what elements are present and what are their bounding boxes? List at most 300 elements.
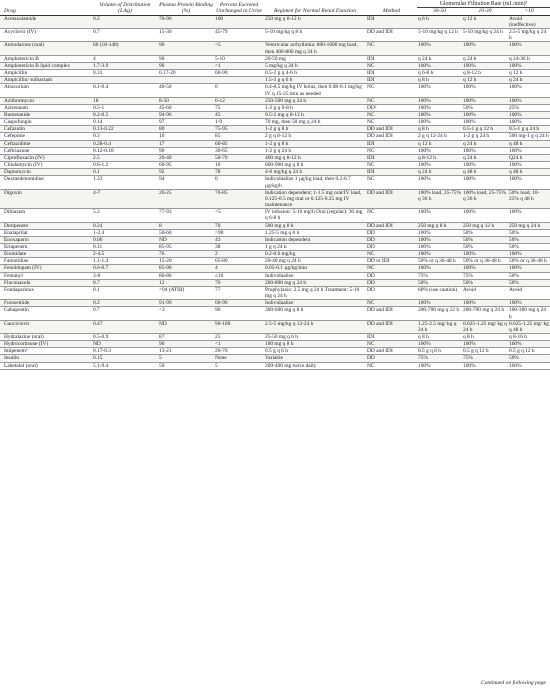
protein-binding: 60-95 bbox=[159, 162, 172, 169]
volume-of-distribution: 0.06 bbox=[92, 236, 158, 243]
volume-of-distribution: 1.7-3.9 bbox=[92, 62, 158, 69]
adjustment-method: DD bbox=[366, 279, 417, 286]
gfr-10-30-dose: 50% bbox=[463, 104, 473, 111]
header-excreted-unchanged: Percent Excreted Unchanged in Urine bbox=[216, 2, 262, 15]
adjustment-method: IDI bbox=[366, 169, 417, 176]
volume-of-distribution: 0.47 bbox=[92, 320, 158, 333]
table-row bbox=[0, 320, 550, 333]
percent-unchanged: 75 bbox=[215, 104, 221, 111]
drug-name: Fondaparinux bbox=[4, 286, 34, 293]
gfr-30-50-dose: 75% bbox=[417, 355, 462, 362]
gfr-10-30-dose: 50% bbox=[463, 243, 473, 250]
adjustment-method: NC bbox=[367, 209, 375, 216]
gfr-30-50-dose: 100% bbox=[418, 209, 431, 216]
gfr-30-50-dose: 75% bbox=[418, 272, 428, 279]
normal-regimen: 20-50 mg bbox=[265, 55, 286, 62]
percent-unchanged: 0 bbox=[215, 84, 218, 91]
gfr-10-30-dose: 100% bbox=[462, 341, 508, 348]
normal-regimen: Variable bbox=[264, 355, 366, 362]
gfr-10-30-dose: 100% bbox=[462, 97, 508, 104]
table-row bbox=[0, 236, 550, 243]
header-regimen: Regimen for Normal Renal Function bbox=[273, 8, 357, 15]
normal-regimen: 250 mg q 6-12 h bbox=[264, 15, 366, 28]
percent-unchanged: <1 bbox=[214, 341, 264, 348]
table-row bbox=[0, 133, 550, 140]
volume-of-distribution: 0.11 bbox=[93, 243, 103, 250]
percent-unchanged: 77 bbox=[215, 286, 221, 293]
protein-binding: 87 bbox=[159, 334, 165, 340]
gfr-under-10-dose: 50% bbox=[509, 272, 519, 279]
protein-binding: 45-60 bbox=[159, 104, 172, 111]
protein-binding: 85-90 bbox=[158, 265, 214, 272]
table-row bbox=[0, 112, 550, 119]
drug-name: Hydralazine (oral) bbox=[4, 334, 44, 340]
percent-unchanged: 30-65 bbox=[215, 147, 228, 154]
drug-name: Hydrocortisone (IV) bbox=[0, 341, 92, 348]
normal-regimen: 200-400 mg twice daily bbox=[265, 362, 317, 369]
gfr-10-30-dose: 250 mg q 12 h bbox=[462, 222, 508, 229]
gfr-under-10-dose: q 24-36 h bbox=[509, 55, 530, 62]
gfr-10-30-dose: q 12 h bbox=[462, 77, 508, 84]
gfr-under-10-dose: 100% bbox=[508, 42, 550, 55]
percent-unchanged: 60-85 bbox=[214, 140, 264, 147]
normal-regimen: 0.05-0.1 µg/kg/min bbox=[264, 265, 366, 272]
drug-name: Labetalol (oral) bbox=[4, 362, 38, 369]
drug-name: Amphotericin B bbox=[4, 55, 39, 62]
table-row bbox=[0, 176, 550, 189]
table-row bbox=[0, 169, 550, 176]
protein-binding: 91-99 bbox=[158, 300, 214, 307]
adjustment-method: NC bbox=[366, 62, 417, 69]
normal-regimen: 400 mg q 8-12 h bbox=[264, 154, 366, 161]
gfr-30-50-dose: 100% bbox=[418, 176, 431, 183]
gfr-30-50-dose: 50% bbox=[417, 279, 462, 286]
normal-regimen: 4-6 mg/kg q 24 h bbox=[264, 169, 366, 176]
gfr-under-10-dose: 50% bbox=[508, 236, 550, 243]
drug-name: Gabapentin bbox=[4, 307, 29, 314]
percent-unchanged: 5-10 bbox=[215, 55, 225, 62]
gfr-30-50-dose: 250 mg q 8 h bbox=[417, 222, 462, 229]
table-row bbox=[0, 209, 550, 222]
normal-regimen: 0.5-2 mg q 8-12 h bbox=[264, 112, 366, 119]
volume-of-distribution: 1-2.4 bbox=[93, 229, 105, 236]
gfr-10-30-dose: 100% bbox=[462, 112, 508, 119]
table-row bbox=[0, 300, 550, 307]
normal-regimen: 25-50 mg q 6 h bbox=[265, 334, 298, 340]
volume-of-distribution: 2.5 bbox=[92, 154, 158, 161]
normal-regimen: 5-10 mg/kg q 8 h bbox=[265, 29, 303, 36]
adjustment-method: NC bbox=[367, 119, 375, 126]
protein-binding: 90 bbox=[159, 55, 165, 62]
header-gfr-under-10: <10 bbox=[524, 8, 534, 15]
normal-regimen: 5 mg/kg q 24 h bbox=[264, 62, 366, 69]
protein-binding: <3 bbox=[159, 307, 165, 314]
percent-unchanged: None bbox=[214, 355, 264, 362]
volume-of-distribution: 0.5-1 bbox=[93, 104, 105, 111]
normal-regimen: 1-2 g q 6-8 h bbox=[265, 104, 293, 111]
percent-unchanged: 90 bbox=[215, 307, 221, 314]
gfr-30-50-dose: 100% bbox=[417, 300, 462, 307]
gfr-under-10-dose: 50% bbox=[508, 279, 550, 286]
gfr-30-50-dose: q 8 h bbox=[418, 334, 429, 340]
drug-name: Fentanyl bbox=[4, 272, 23, 279]
percent-unchanged: 70 bbox=[214, 279, 264, 286]
normal-regimen: 1 g q 24 h bbox=[265, 243, 287, 250]
drug-name: Clindamycin (IV) bbox=[4, 162, 43, 169]
normal-regimen: 1-2 g q 8 h bbox=[264, 126, 366, 133]
adjustment-method: DD and IDI bbox=[367, 348, 393, 355]
volume-of-distribution: 60 (18-148) bbox=[92, 42, 158, 55]
volume-of-distribution: 0.3 bbox=[93, 133, 100, 140]
gfr-under-10-dose: 50% bbox=[509, 229, 519, 236]
gfr-under-10-dose: q 24 h bbox=[508, 77, 550, 84]
gfr-under-10-dose: Q24 h bbox=[508, 154, 550, 161]
gfr-10-30-dose: 50% bbox=[462, 279, 508, 286]
gfr-10-30-dose: 0.625-1.25 mg/ kg q 24 h bbox=[463, 320, 507, 333]
protein-binding: >94 (ATIII) bbox=[159, 286, 185, 293]
gfr-30-50-dose: 100% bbox=[417, 265, 462, 272]
adjustment-method: IDI bbox=[366, 140, 417, 147]
adjustment-method: NC bbox=[367, 176, 375, 183]
gfr-under-10-dose: 50% load, 10-25% q 48 h bbox=[508, 189, 550, 208]
table-row bbox=[0, 307, 550, 320]
volume-of-distribution: 0.28-0.4 bbox=[92, 140, 158, 147]
gfr-under-10-dose: q 8-16 h bbox=[509, 334, 527, 340]
drug-name: Amiodarone (oral) bbox=[0, 42, 92, 55]
table-row bbox=[0, 265, 550, 272]
percent-unchanged: 6-12 bbox=[214, 97, 264, 104]
protein-binding: 90 bbox=[159, 147, 165, 154]
adjustment-method: DD bbox=[366, 355, 417, 362]
gfr-10-30-dose: q 24 h bbox=[463, 55, 477, 62]
normal-regimen: 0.5 g q 6 h bbox=[265, 348, 288, 355]
gfr-10-30-dose: q 24 h bbox=[462, 154, 508, 161]
volume-of-distribution: 0.24 bbox=[92, 222, 158, 229]
normal-regimen: 20-40 mg q 24 h bbox=[265, 258, 301, 265]
gfr-30-50-dose: q 8 h bbox=[417, 77, 462, 84]
gfr-10-30-dose: 100% bbox=[463, 162, 476, 169]
normal-regimen: 1-2 g q 24 h bbox=[265, 147, 292, 154]
gfr-under-10-dose: 50% bbox=[508, 355, 550, 362]
protein-binding: 17 bbox=[158, 140, 214, 147]
volume-of-distribution: 0.5-0.9 bbox=[93, 334, 109, 340]
gfr-under-10-dose: 100% bbox=[509, 84, 522, 91]
adjustment-method: DD or IDI bbox=[367, 258, 390, 265]
percent-unchanged: <1 bbox=[214, 62, 264, 69]
protein-binding: 90 bbox=[158, 341, 214, 348]
table-row bbox=[0, 279, 550, 286]
gfr-30-50-dose: q 6-8 h bbox=[418, 70, 434, 77]
adjustment-method: DD bbox=[366, 236, 417, 243]
volume-of-distribution: 0.2 bbox=[92, 300, 158, 307]
gfr-under-10-dose: 100% bbox=[508, 97, 550, 104]
protein-binding: 77-93 bbox=[159, 209, 172, 216]
adjustment-method: NC bbox=[367, 162, 375, 169]
adjustment-method: IDI bbox=[366, 15, 417, 28]
adjustment-method: NC bbox=[366, 265, 417, 272]
normal-regimen: 300-600 mg q 8 h bbox=[265, 307, 304, 314]
header-gfr-30-50: 30-50 bbox=[432, 8, 447, 15]
protein-binding: 40-50 bbox=[159, 84, 172, 91]
drug-name: Ampicillin bbox=[4, 70, 28, 77]
gfr-30-50-dose: q 12 h bbox=[417, 140, 462, 147]
gfr-10-30-dose: 100% bbox=[462, 251, 508, 258]
drug-name: Diltiazem bbox=[4, 209, 26, 216]
percent-unchanged: <5 bbox=[214, 42, 264, 55]
protein-binding: 80-86 bbox=[159, 272, 172, 279]
gfr-30-50-dose: 100% bbox=[417, 236, 462, 243]
gfr-30-50-dose: 100% bbox=[418, 147, 431, 154]
protein-binding: 15-30 bbox=[159, 29, 172, 36]
gfr-under-10-dose: Avoid (ineffective) bbox=[508, 15, 550, 28]
drug-name: Daptomycin bbox=[0, 169, 92, 176]
volume-of-distribution: 1.33 bbox=[93, 176, 103, 183]
percent-unchanged: 1-9 bbox=[215, 119, 223, 126]
adjustment-method: NC bbox=[367, 147, 375, 154]
table-row bbox=[0, 258, 550, 265]
percent-unchanged: 50-70 bbox=[214, 154, 264, 161]
drug-name: Caspofungin bbox=[4, 119, 32, 126]
volume-of-distribution: 5.3 bbox=[93, 209, 100, 216]
protein-binding: 94-96 bbox=[158, 112, 214, 119]
gfr-30-50-dose: 200-700 mg q 12 h bbox=[418, 307, 460, 314]
adjustment-method: DD and IDI bbox=[366, 189, 417, 208]
gfr-10-30-dose: 100% bbox=[462, 265, 508, 272]
gfr-10-30-dose: 0.5-1 g q 12 h bbox=[462, 126, 508, 133]
normal-regimen: 200-800 mg q 24 h bbox=[264, 279, 366, 286]
table-row bbox=[0, 154, 550, 161]
adjustment-method: DD and IDI bbox=[366, 320, 417, 333]
gfr-30-50-dose: 2 g q 12-24 h bbox=[418, 133, 447, 140]
drug-name: Azithromycin bbox=[0, 97, 92, 104]
volume-of-distribution: 0.13-0.22 bbox=[92, 126, 158, 133]
normal-regimen: Indication dependent bbox=[264, 236, 366, 243]
table-row bbox=[0, 272, 550, 279]
protein-binding: 13-21 bbox=[159, 348, 172, 355]
adjustment-method: NC bbox=[366, 97, 417, 104]
normal-regimen: Individualize 1 µg/kg load, then 0.2-0.7 µg/kg/h bbox=[265, 176, 351, 189]
gfr-under-10-dose: 100% bbox=[509, 362, 522, 369]
gfr-10-30-dose: 0.5 g q 12 h bbox=[463, 348, 489, 355]
protein-binding: 50-60 bbox=[159, 229, 172, 236]
gfr-10-30-dose: q 24 h bbox=[462, 140, 508, 147]
gfr-under-10-dose: 250 mg q 24 h bbox=[508, 222, 550, 229]
percent-unchanged: 38 bbox=[215, 243, 221, 250]
volume-of-distribution: 0.31 bbox=[93, 70, 103, 77]
volume-of-distribution: 4-7 bbox=[92, 189, 158, 208]
table-row bbox=[0, 362, 550, 369]
protein-binding: 90 bbox=[158, 62, 214, 69]
percent-unchanged: 2 bbox=[214, 251, 264, 258]
header-volume-of-distribution: Volume of Distribution (L/kg) bbox=[99, 2, 151, 15]
gfr-10-30-dose: 100% bbox=[463, 119, 476, 126]
protein-binding: 94 bbox=[159, 176, 165, 183]
protein-binding: ND bbox=[158, 320, 214, 333]
table-row bbox=[0, 355, 550, 362]
volume-of-distribution: 0.12-0.18 bbox=[93, 147, 114, 154]
adjustment-method: NC bbox=[367, 84, 375, 91]
adjustment-method: DD and IDI bbox=[367, 307, 393, 314]
table-row bbox=[0, 97, 550, 104]
drug-name: Doripenem bbox=[0, 222, 92, 229]
gfr-under-10-dose: 2.5-5 mg/kg q 24 h bbox=[509, 29, 547, 42]
drug-name: Imipenem³ bbox=[4, 348, 28, 355]
adjustment-method: DD² bbox=[367, 104, 377, 111]
normal-regimen: 250-500 mg q 24 h bbox=[264, 97, 366, 104]
adjustment-method: NC bbox=[366, 42, 417, 55]
protein-binding: 50 bbox=[159, 362, 165, 369]
gfr-10-30-dose: q 12 h bbox=[462, 15, 508, 28]
normal-regimen: Indication dependent; 1-1.5 mg oral/IV load, 0.125-0.5 mg oral or 0.125-0.25 mg IV maintenance bbox=[264, 189, 366, 208]
volume-of-distribution: 0.15 bbox=[92, 355, 158, 362]
adjustment-method: DD and IDI bbox=[366, 222, 417, 229]
volume-of-distribution: 2-4.5 bbox=[92, 251, 158, 258]
volume-of-distribution: 5.1-9.4 bbox=[93, 362, 109, 369]
percent-unchanged: 4 bbox=[214, 265, 264, 272]
percent-unchanged: 25 bbox=[215, 334, 221, 340]
gfr-under-10-dose: 100% bbox=[509, 147, 522, 154]
gfr-under-10-dose: 100% bbox=[509, 209, 522, 216]
normal-regimen: 1-2 g q 8 h bbox=[264, 140, 366, 147]
table-row bbox=[0, 162, 550, 169]
drug-name: Dexmedetomidine bbox=[4, 176, 44, 183]
normal-regimen: 0.2-0.6 mg/kg bbox=[264, 251, 366, 258]
gfr-10-30-dose: 100% bbox=[463, 209, 476, 216]
drug-name: Digoxin bbox=[0, 189, 92, 208]
volume-of-distribution: 0.17-0.3 bbox=[93, 348, 111, 355]
gfr-30-50-dose: q 24 h bbox=[417, 169, 462, 176]
gfr-under-10-dose: 0.625-1.25 mg/ kg q 48 h bbox=[509, 320, 549, 333]
table-header bbox=[0, 0, 550, 15]
gfr-10-30-dose: 50% bbox=[462, 236, 508, 243]
table-row bbox=[0, 15, 550, 28]
adjustment-method: NC bbox=[367, 362, 375, 369]
gfr-under-10-dose: 100% bbox=[508, 251, 550, 258]
gfr-30-50-dose: q 8 h bbox=[417, 126, 462, 133]
gfr-under-10-dose: 0.5 g q 12 h bbox=[509, 348, 535, 355]
percent-unchanged: 78 bbox=[214, 169, 264, 176]
gfr-10-30-dose: 75% bbox=[463, 272, 473, 279]
protein-binding: 16 bbox=[159, 133, 165, 140]
gfr-30-50-dose: 100% bbox=[418, 84, 431, 91]
volume-of-distribution: 0.14 bbox=[93, 119, 103, 126]
normal-regimen: 0.4-0.5 mg/kg IV bolus, then 0.08-0.1 mg/kg IV q 15-25 min as needed bbox=[265, 84, 362, 97]
protein-binding: 20-25 bbox=[158, 189, 214, 208]
adjustment-method: IDI bbox=[366, 77, 417, 84]
adjustment-method: DD bbox=[367, 286, 375, 293]
table-row bbox=[0, 243, 550, 250]
normal-regimen: Individualize bbox=[265, 272, 294, 279]
drug-name: Amphotericin B lipid complex bbox=[0, 62, 92, 69]
adjustment-method: IDI bbox=[367, 334, 375, 340]
normal-regimen: 600-900 mg q 8 h bbox=[265, 162, 304, 169]
volume-of-distribution: 3-8 bbox=[93, 272, 101, 279]
drug-name: Bumetanide bbox=[0, 112, 92, 119]
percent-unchanged: 0 bbox=[215, 176, 218, 183]
gfr-under-10-dose: 100% bbox=[508, 112, 550, 119]
gfr-30-50-dose: q 6 h bbox=[417, 15, 462, 28]
drug-name: Ceftriaxone bbox=[4, 147, 30, 154]
adjustment-method: NC bbox=[366, 341, 417, 348]
gfr-10-30-dose: 100% load, 25-75% q 36 h bbox=[462, 189, 508, 208]
gfr-10-30-dose: 100% bbox=[462, 42, 508, 55]
gfr-10-30-dose: 200-700 mg q 24 h bbox=[463, 307, 505, 314]
adjustment-method: NC bbox=[366, 300, 417, 307]
drug-name: Aztreonam bbox=[4, 104, 28, 111]
header-gfr: Glomerular Filtration Rate (mL/min)² bbox=[417, 0, 550, 8]
gfr-under-10-dose: 100% bbox=[509, 176, 522, 183]
gfr-30-50-dose: 1.25-2.5 mg/ kg q 24 h bbox=[417, 320, 462, 333]
normal-regimen: 0.5-2 g q 4-6 h bbox=[265, 70, 297, 77]
percent-unchanged: 5 bbox=[215, 362, 218, 369]
protein-binding: 5 bbox=[158, 355, 214, 362]
table-row bbox=[0, 341, 550, 348]
normal-regimen: 1.25-5 mg q 6 h bbox=[265, 229, 300, 236]
volume-of-distribution: 0.1 bbox=[92, 169, 158, 176]
drug-name: Enalaprilat bbox=[4, 229, 28, 236]
volume-of-distribution: 0.2-0.5 bbox=[92, 112, 158, 119]
protein-binding: 76 bbox=[158, 251, 214, 258]
table-row bbox=[0, 334, 550, 341]
percent-unchanged: 43 bbox=[214, 236, 264, 243]
protein-binding: 8-50 bbox=[158, 97, 214, 104]
normal-regimen: 70 mg, then 50 mg q 24 h bbox=[265, 119, 321, 126]
volume-of-distribution: 0.6-1.2 bbox=[93, 162, 109, 169]
table-row bbox=[0, 104, 550, 111]
gfr-30-50-dose: q 24 h bbox=[418, 55, 432, 62]
adjustment-method: DD and IDI bbox=[367, 29, 393, 36]
gfr-under-10-dose: 100% bbox=[508, 300, 550, 307]
gfr-30-50-dose: 100% bbox=[417, 251, 462, 258]
drug-name: Ampicillin/ sulbactam bbox=[0, 77, 92, 84]
drug-name: Ganciclovir bbox=[0, 320, 92, 333]
drug-name: Enoxaparin bbox=[0, 236, 92, 243]
gfr-30-50-dose: q 8-12 h bbox=[417, 154, 462, 161]
drug-name: Atracurium bbox=[4, 84, 29, 91]
percent-unchanged: >90 bbox=[215, 229, 224, 236]
drug-name: Acetazolamide bbox=[0, 15, 92, 28]
gfr-30-50-dose: 100% load, 25-75% q 36 h bbox=[417, 189, 462, 208]
normal-regimen: Ventricular arrhythmia: 800-1600 mg load, then 400-800 mg q 24 h bbox=[264, 42, 366, 55]
normal-regimen: 100 mg q 8 h bbox=[264, 341, 366, 348]
gfr-under-10-dose: 100% bbox=[509, 119, 522, 126]
volume-of-distribution: 4 bbox=[93, 55, 96, 62]
gfr-under-10-dose: 100% bbox=[508, 62, 550, 69]
header-protein-binding: Plasma Protein Binding (%) bbox=[159, 2, 213, 15]
normal-regimen: Prophylaxis: 2.5 mg q 24 h Treatment: 5-10 mg q 24 h bbox=[265, 286, 360, 300]
table-row bbox=[0, 29, 550, 42]
header-method: Method bbox=[382, 8, 401, 15]
gfr-under-10-dose: 100-300 mg q 24 h bbox=[509, 307, 546, 320]
gfr-10-30-dose: q 48 h bbox=[462, 169, 508, 176]
protein-binding: 85-95 bbox=[159, 243, 172, 250]
gfr-10-30-dose: 5-10 mg/kg q 24 h bbox=[463, 29, 503, 36]
drug-name: Etomidate bbox=[0, 251, 92, 258]
volume-of-distribution: 0.2 bbox=[92, 15, 158, 28]
normal-regimen: IV infusion: 5-10 mg/h Oral (regular): 30 mg q 6-8 h bbox=[265, 209, 363, 222]
protein-binding: 8 bbox=[158, 222, 214, 229]
drug-name: Fenoldopam (IV) bbox=[0, 265, 92, 272]
table-row bbox=[0, 77, 550, 84]
gfr-30-50-dose: 100% bbox=[418, 104, 431, 111]
adjustment-method: DD bbox=[367, 229, 375, 236]
percent-unchanged: 20-70 bbox=[215, 348, 228, 355]
gfr-30-50-dose: 100% bbox=[417, 97, 462, 104]
gfr-under-10-dose: Avoid bbox=[509, 286, 523, 293]
percent-unchanged: 65-80 bbox=[215, 258, 228, 265]
gfr-under-10-dose: 500 mg-1 g q 24 h bbox=[509, 133, 549, 140]
normal-regimen: 500 mg q 8 h bbox=[264, 222, 366, 229]
